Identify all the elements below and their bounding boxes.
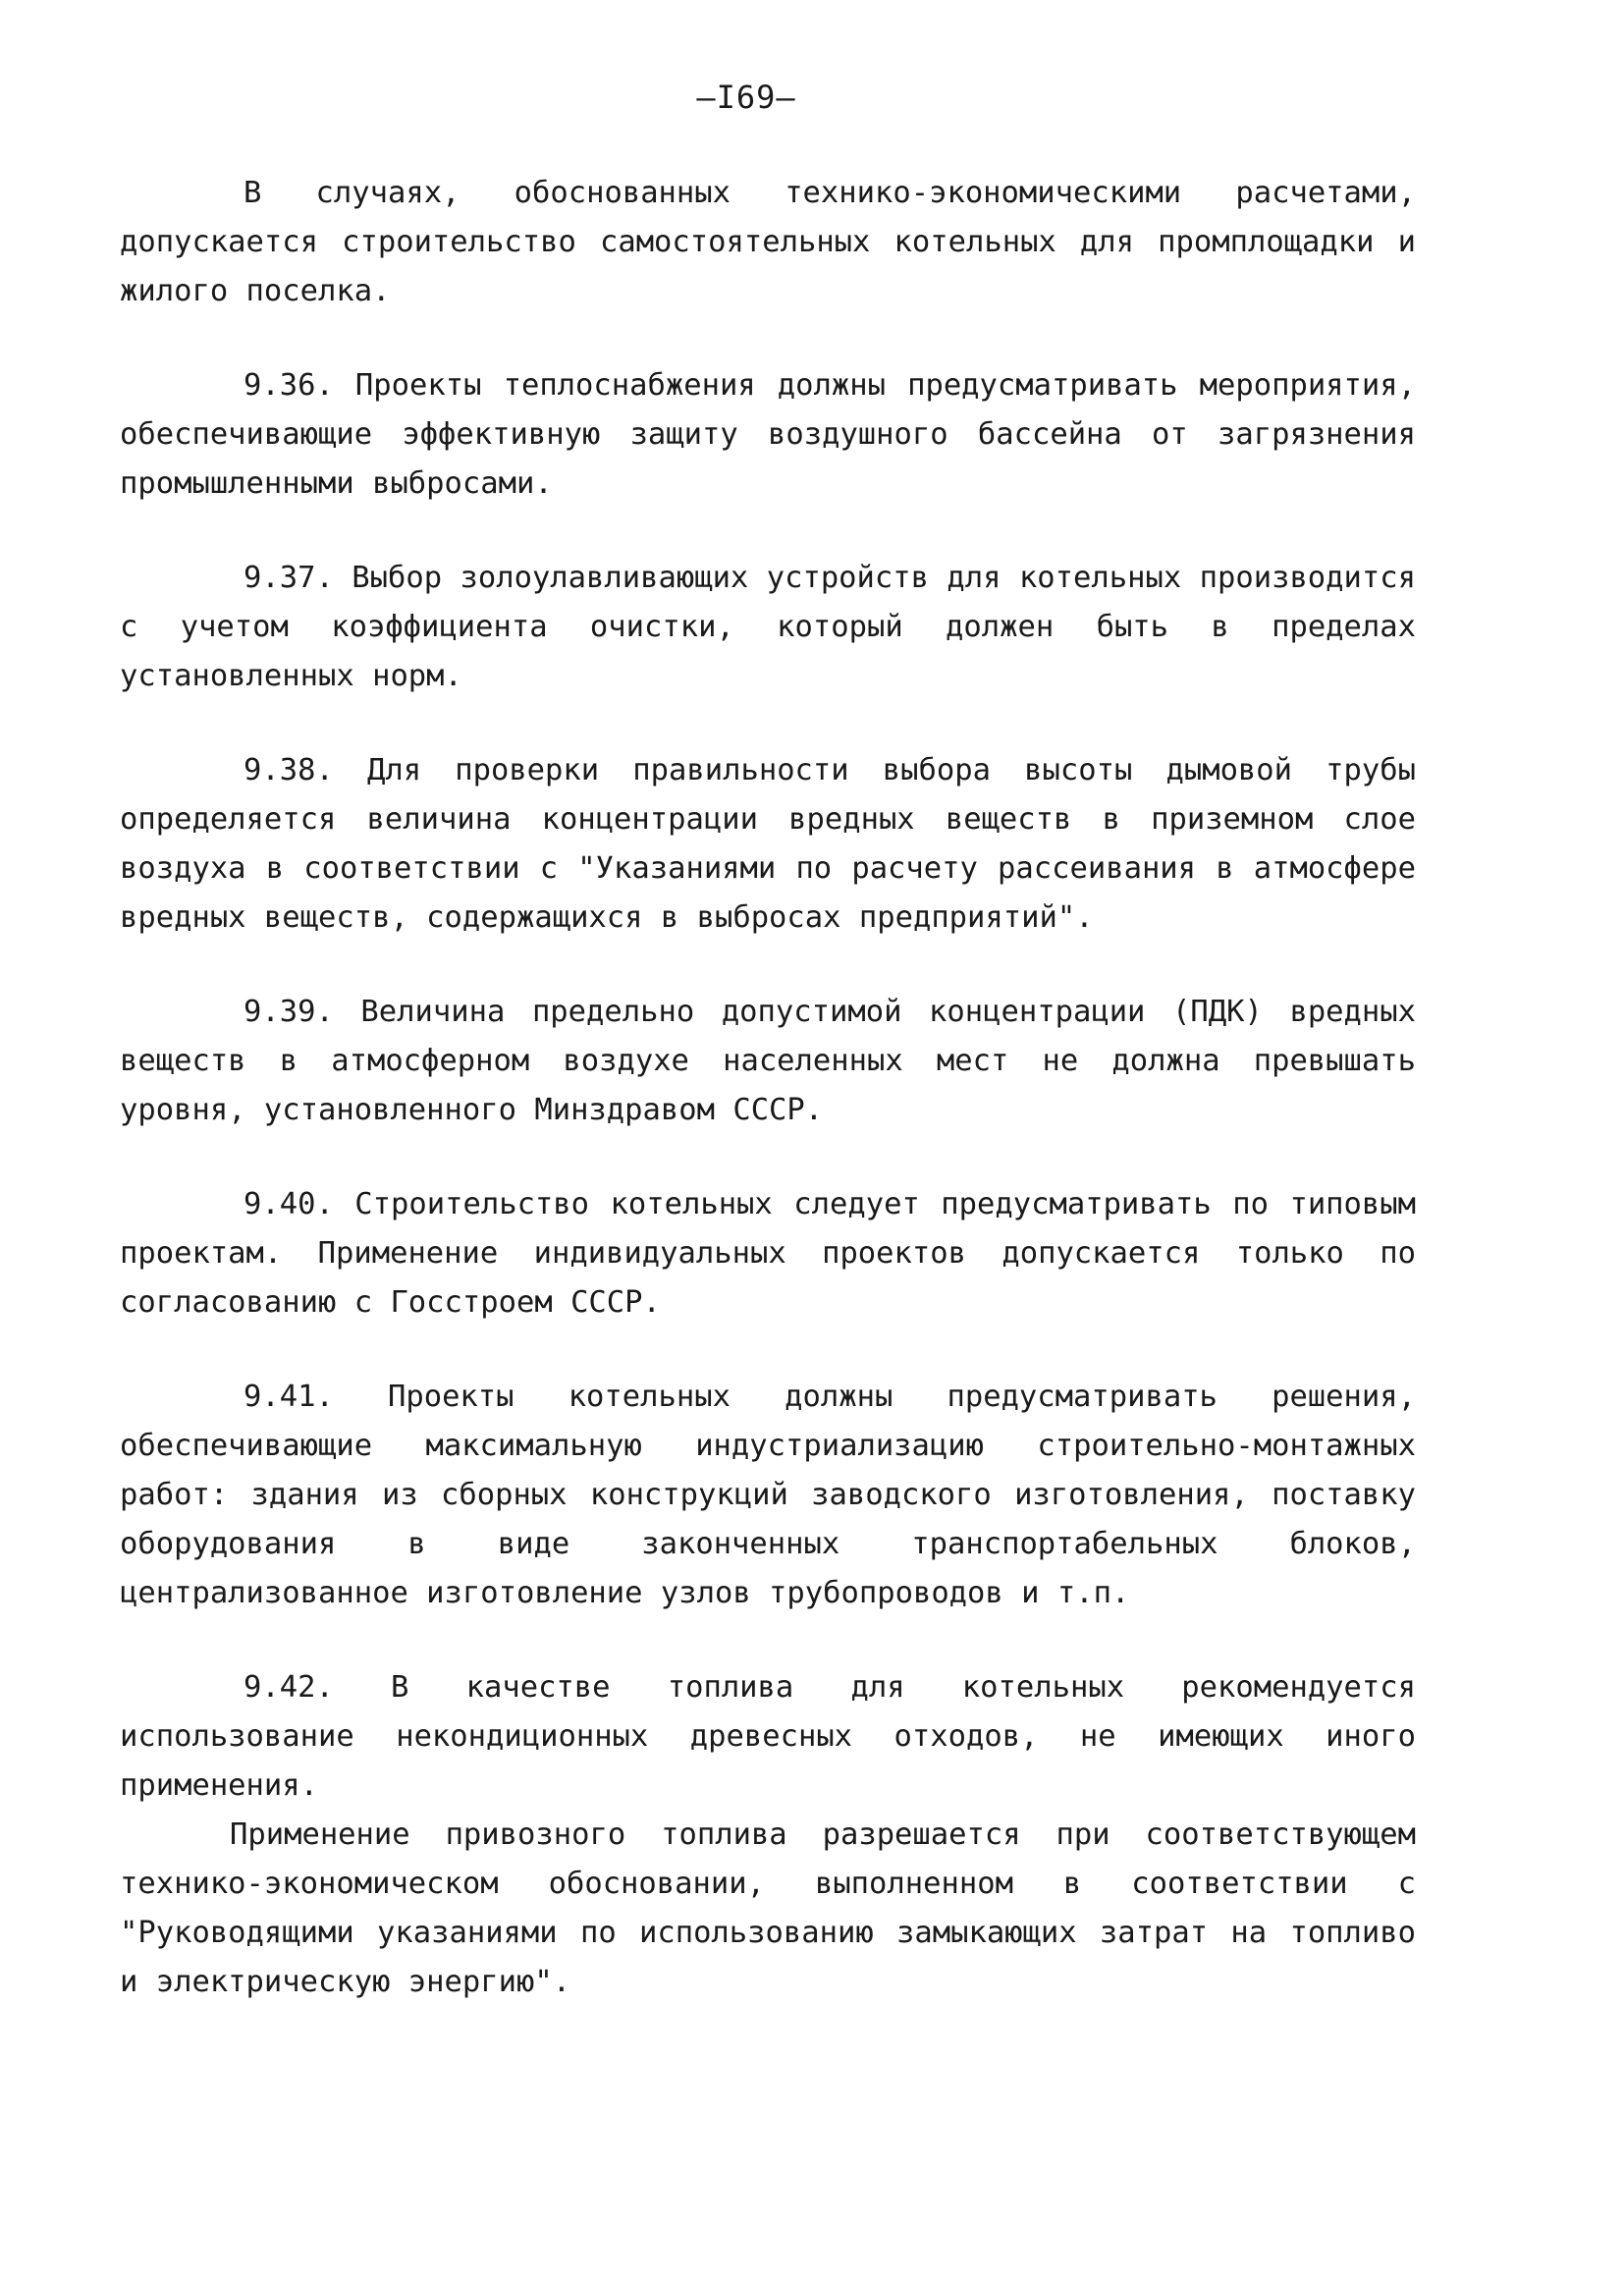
paragraph-9-42: 9.42. В качестве топлива для котельных рекомендуется использование некондиционных древесных отходов, не имеющих иного применения. <box>120 1670 1416 1803</box>
page-number: —I69— <box>696 79 796 116</box>
paragraph-9-40: 9.40. Строительство котельных следует предусматривать по типовым проектам. Применение индивидуальных проектов допускается только по согласованию с Госстроем СССР. <box>120 1187 1416 1320</box>
paragraph-9-42-continued: Применение привозного топлива разрешается при соответствующем технико-экономическом обосновании, выполненном в соответствии с "Руководящими указаниями по использованию замыкающих затрат на топливо и электрическую энергию". <box>120 1817 1416 1999</box>
paragraph-9-39: 9.39. Величина предельно допустимой концентрации (ПДК) вредных веществ в атмосферном воздухе населенных мест не должна превышать уровня, установленного Минздравом СССР. <box>120 995 1416 1127</box>
document-body <box>120 169 1416 2052</box>
paragraph-9-37: 9.37. Выбор золоулавливающих устройств для котельных производится с учетом коэффициента очистки, который должен быть в пределах установленных норм. <box>120 561 1416 693</box>
paragraph-9-36: 9.36. Проекты теплоснабжения должны предусматривать мероприятия, обеспечивающие эффективную защиту воздушного бассейна от загрязнения промышленными выбросами. <box>120 368 1416 501</box>
paragraph-9-41: 9.41. Проекты котельных должны предусматривать решения, обеспечивающие максимальную индустриализацию строительно-монтажных работ: здания из сборных конструкций заводского изготовления, поставку оборудования в виде законченных транспортабельных блоков, централизованное изготовление узлов трубопроводов и т.п. <box>120 1380 1416 1610</box>
paragraph-intro: В случаях, обоснованных технико-экономическими расчетами, допускается строительство самостоятельных котельных для промплощадки и жилого поселка. <box>120 176 1416 308</box>
paragraph-9-38: 9.38. Для проверки правильности выбора высоты дымовой трубы определяется величина концентрации вредных веществ в приземном слое воздуха в соответствии с "Указаниями по расчету рассеивания в атмосфере вредных веществ, содержащихся в выбросах предприятий". <box>120 753 1416 935</box>
